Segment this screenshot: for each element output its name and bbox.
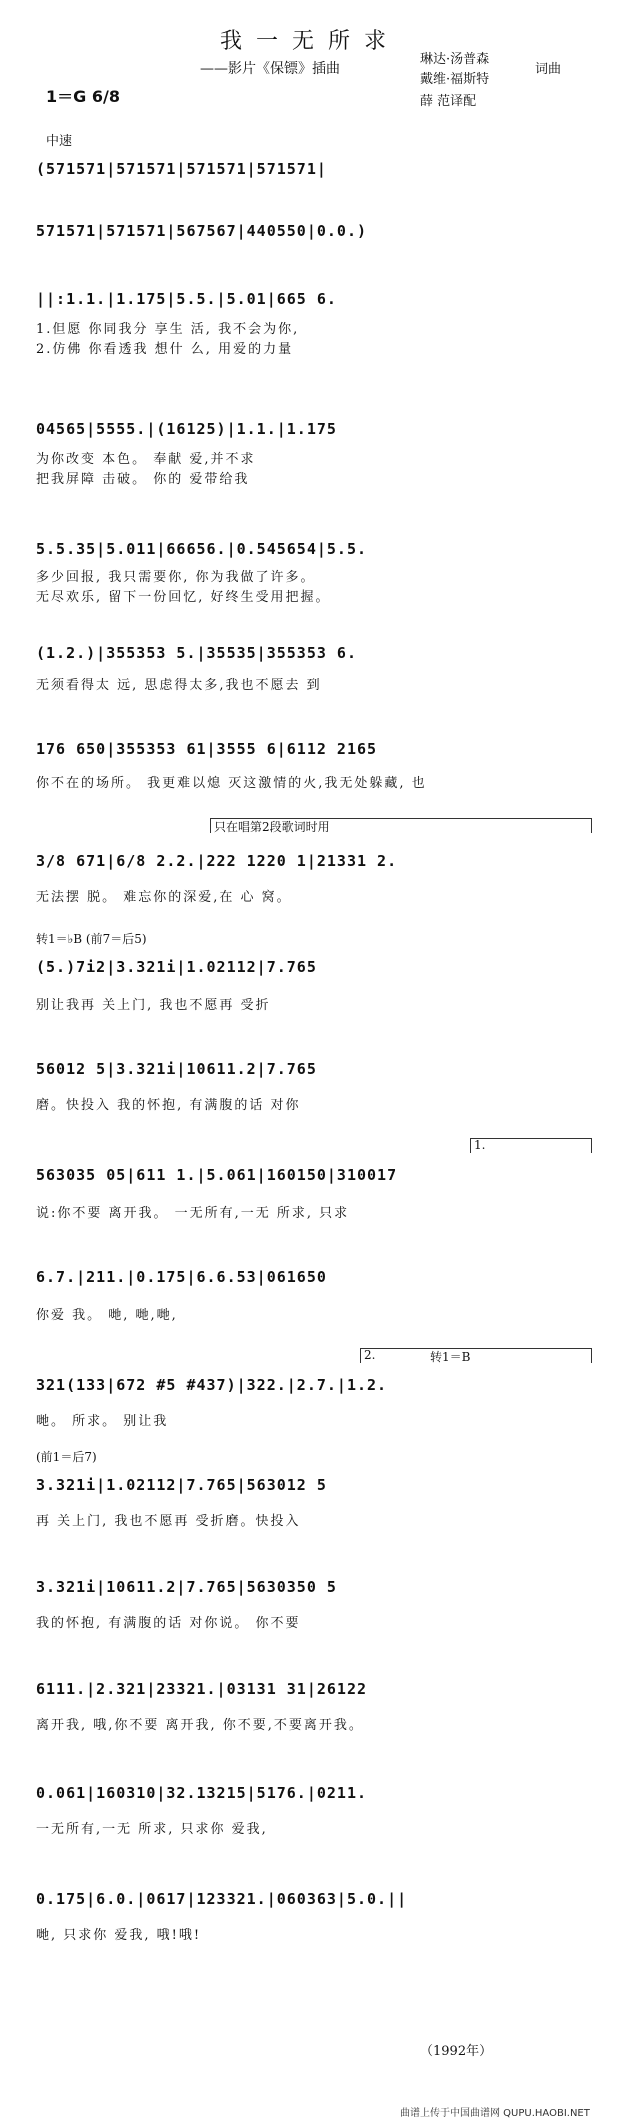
score-line: 5.5.35|5.011|66656.|0.545654|5.5. xyxy=(36,540,368,558)
lyrics-line: 一无所有,一无 所求, 只求你 爱我, xyxy=(36,1822,268,1837)
key-signature: 1＝G 6/8 xyxy=(46,87,120,106)
modulation-marking: 转1＝B xyxy=(430,1350,471,1364)
lyrics-line: 哋, 只求你 爱我, 哦!哦! xyxy=(36,1928,202,1943)
score-line: 0.061|160310|32.13215|5176.|0211. xyxy=(36,1784,368,1802)
lyrics-line: 无须看得太 远, 思虑得太多,我也不愿去 到 xyxy=(36,678,322,693)
score-line: 6111.|2.321|23321.|03131 31|26122 xyxy=(36,1680,368,1698)
score-line: ||:1.1.|1.175|5.5.|5.01|665 6. xyxy=(36,290,337,308)
lyrics-line: 磨。快投入 我的怀抱, 有满腹的话 对你 xyxy=(36,1098,301,1113)
credit-translator: 薛 范译配 xyxy=(420,94,477,109)
second-ending-bracket xyxy=(360,1348,592,1363)
lyrics-line: 无尽欢乐, 留下一份回忆, 好终生受用把握。 xyxy=(36,590,331,605)
year-label: （1992年） xyxy=(420,2044,493,2059)
lyrics-line: 无法摆 脱。 难忘你的深爱,在 心 窝。 xyxy=(36,890,292,905)
footer-watermark: 曲谱上传于中国曲谱网 QUPU.HAOBI.NET xyxy=(400,2108,590,2119)
score-line: 04565|5555.|(16125)|1.1.|1.175 xyxy=(36,420,337,438)
modulation-detail: (前1＝后7) xyxy=(36,1450,97,1464)
score-line: 6.7.|211.|0.175|6.6.53|061650 xyxy=(36,1268,327,1286)
credit-composer: 戴维·福斯特 xyxy=(420,72,490,87)
credit-lyricist: 琳达·汤普森 xyxy=(420,52,490,67)
score-line: 3/8 671|6/8 2.2.|222 1220 1|21331 2. xyxy=(36,852,398,870)
page-title: 我一无所求 xyxy=(219,29,400,54)
lyrics-line: 多少回报, 我只需要你, 你为我做了许多。 xyxy=(36,570,316,585)
lyrics-line: 再 关上门, 我也不愿再 受折磨。快投入 xyxy=(36,1514,301,1529)
lyrics-line: 说:你不要 离开我。 一无所有,一无 所求, 只求 xyxy=(36,1206,350,1221)
lyrics-line: 2.仿佛 你看透我 想什 么, 用爱的力量 xyxy=(36,342,294,357)
lyrics-line: 1.但愿 你同我分 享生 活, 我不会为你, xyxy=(36,322,300,337)
score-line: 321(133|672 #5 #437)|322.|2.7.|1.2. xyxy=(36,1376,388,1394)
lyrics-line: 你爱 我。 哋, 哋,哋, xyxy=(36,1308,178,1323)
first-ending-label: 1. xyxy=(474,1138,486,1152)
score-line: 3.321i|1.02112|7.765|563012 5 xyxy=(36,1476,327,1494)
modulation-marking: 转1＝♭B (前7＝后5) xyxy=(36,932,147,946)
lyrics-line: 我的怀抱, 有满腹的话 对你说。 你不要 xyxy=(36,1616,301,1631)
score-line: 571571|571571|567567|440550|0.0.) xyxy=(36,222,368,240)
score-line: 0.175|6.0.|0617|123321.|060363|5.0.|| xyxy=(36,1890,408,1908)
score-line: (571571|571571|571571|571571| xyxy=(36,160,327,178)
credit-role: 词曲 xyxy=(535,62,562,77)
lyrics-line: 哋。 所求。 别让我 xyxy=(36,1414,169,1429)
score-line: (1.2.)|355353 5.|35535|355353 6. xyxy=(36,644,357,662)
score-line: 56012 5|3.321i|10611.2|7.765 xyxy=(36,1060,317,1078)
lyrics-line: 为你改变 本色。 奉献 爱,并不求 xyxy=(36,452,256,467)
score-line: (5.)7i2|3.321i|1.02112|7.765 xyxy=(36,958,317,976)
repeat-note: 只在唱第2段歌词时用 xyxy=(214,820,330,834)
score-line: 3.321i|10611.2|7.765|5630350 5 xyxy=(36,1578,337,1596)
lyrics-line: 别让我再 关上门, 我也不愿再 受折 xyxy=(36,998,271,1013)
lyrics-line: 离开我, 哦,你不要 离开我, 你不要,不要离开我。 xyxy=(36,1718,364,1733)
first-ending-bracket xyxy=(470,1138,592,1153)
second-ending-label: 2. xyxy=(364,1348,376,1362)
tempo-marking: 中速 xyxy=(46,134,73,149)
subtitle: ——影片《保镖》插曲 xyxy=(200,61,340,77)
lyrics-line: 你不在的场所。 我更难以熄 灭这激情的火,我无处躲藏, 也 xyxy=(36,776,427,791)
score-line: 176 650|355353 61|3555 6|6112 2165 xyxy=(36,740,378,758)
lyrics-line: 把我屏障 击破。 你的 爱带给我 xyxy=(36,472,250,487)
score-line: 563035 05|611 1.|5.061|160150|310017 xyxy=(36,1166,398,1184)
